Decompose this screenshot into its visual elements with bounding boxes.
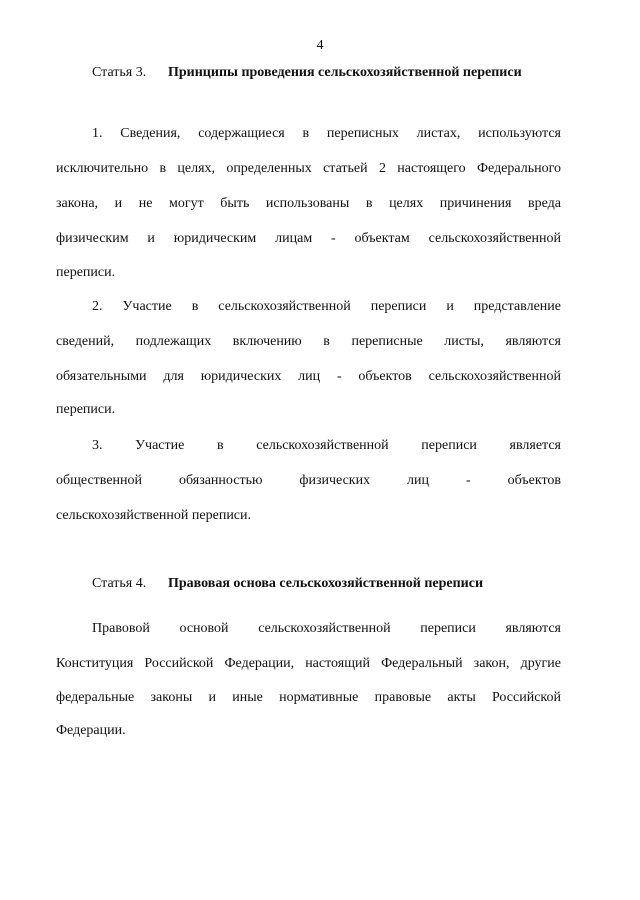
article-3-p1-line-3: закона, и не могут быть использованы в целях причинения вреда: [56, 196, 561, 211]
article-3-p1-line-5: переписи.: [56, 265, 116, 280]
article-3-p1-line-4: физическим и юридическим лицам - объектам сельскохозяйственной: [56, 231, 561, 246]
article-3-p2-line-4: переписи.: [56, 402, 116, 417]
article-4-p1-line-3: федеральные законы и иные нормативные правовые акты Российской: [56, 690, 561, 705]
article-3-p2-line-2: сведений, подлежащих включению в переписные листы, являются: [56, 334, 561, 349]
article-3-label: Статья 3.: [92, 65, 147, 80]
article-4-label: Статья 4.: [92, 576, 147, 591]
article-4-p1-line-1: Правовой основой сельскохозяйственной переписи являются: [92, 621, 561, 636]
article-3-p1-line-1: 1. Сведения, содержащиеся в переписных листах, используются: [92, 126, 561, 141]
article-4-title: Правовая основа сельскохозяйственной переписи: [168, 576, 484, 591]
page-number: 4: [316, 38, 324, 53]
article-4-p1-line-4: Федерации.: [56, 723, 126, 738]
article-3-p3-line-1: 3. Участие в сельскохозяйственной переписи является: [92, 438, 561, 453]
article-4-p1-line-2: Конституция Российской Федерации, настоящий Федеральный закон, другие: [56, 656, 561, 671]
article-3-p2-line-1: 2. Участие в сельскохозяйственной переписи и представление: [92, 299, 561, 314]
article-3-p2-line-3: обязательными для юридических лиц - объектов сельскохозяйственной: [56, 369, 561, 384]
article-3-p1-line-2: исключительно в целях, определенных статьей 2 настоящего Федерального: [56, 161, 561, 176]
article-3-p3-line-2: общественной обязанностью физических лиц - объектов: [56, 473, 561, 488]
article-3-p3-line-3: сельскохозяйственной переписи.: [56, 508, 252, 523]
article-3-title: Принципы проведения сельскохозяйственной переписи: [168, 65, 522, 80]
